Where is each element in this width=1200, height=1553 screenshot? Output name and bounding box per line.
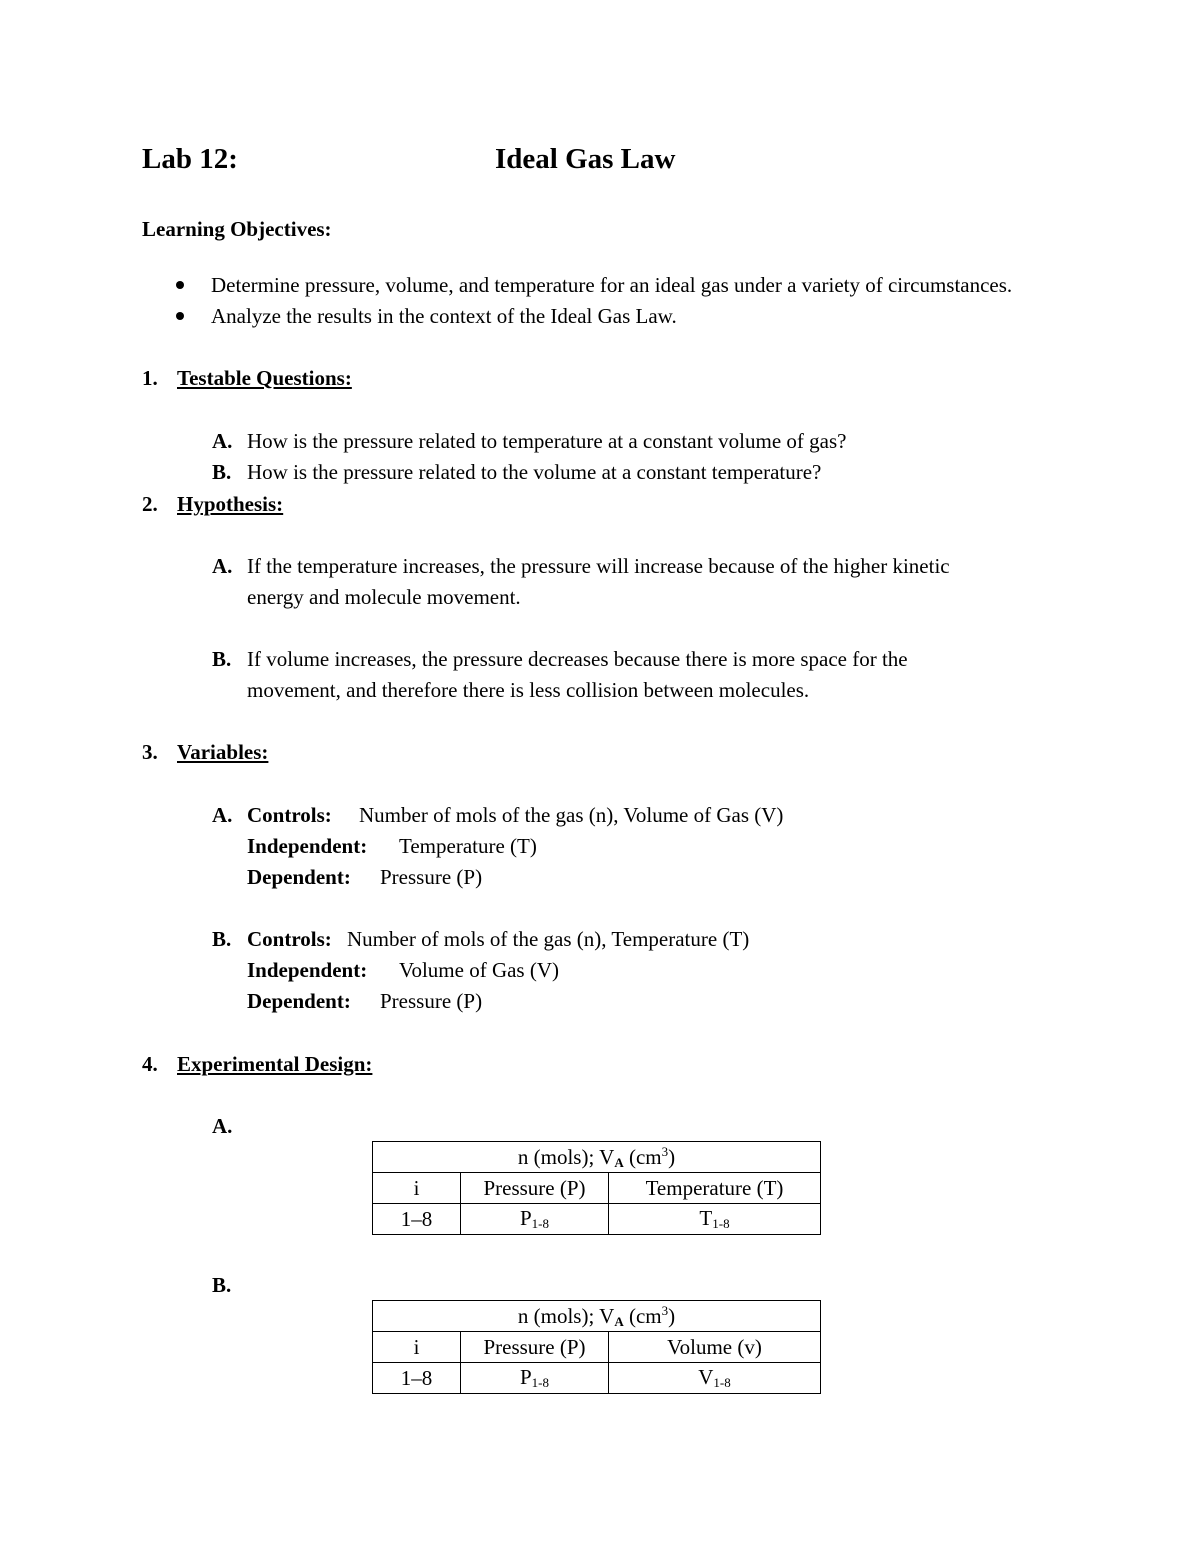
table-cell: $V_{1-8}$ [609,1363,821,1394]
design-table-a [372,1141,821,1235]
objective-item: Determine pressure, volume, and temperature for an ideal gas under a variety of circumstances. [211,273,1013,297]
section-number: 4. [142,1052,158,1076]
item-letter: A. [212,803,233,827]
table-row [373,1204,821,1235]
question-text: How is the pressure related to the volume at a constant temperature? [247,460,822,484]
column-header: Pressure (P) [461,1332,609,1363]
table-cell: 1–8 [373,1363,461,1394]
controls-value: Number of mols of the gas (n), Volume of Gas (V) [359,803,784,827]
item-letter: A. [212,554,233,578]
item-letter: B. [212,1273,232,1297]
dependent-label: Dependent: [247,865,351,889]
column-header: Volume (v) [609,1332,821,1363]
table-cell: 1–8 [373,1204,461,1235]
independent-value: Volume of Gas (V) [399,958,560,982]
design-table-b [372,1300,821,1394]
table-title-cell: n (mols); $V_A$ $(cm^3)$ [373,1142,821,1173]
dependent-value: Pressure (P) [380,865,483,889]
independent-value: Temperature (T) [399,834,537,858]
controls-label: Controls: [247,803,332,827]
item-letter: B. [212,460,232,484]
independent-label: Independent: [247,834,368,858]
column-header: i [373,1332,461,1363]
table-cell: $T_{1-8}$ [609,1204,821,1235]
section-number: 3. [142,740,158,764]
hypothesis-heading: Hypothesis: [177,492,284,516]
item-letter: A. [212,429,233,453]
experimental-design-heading: Experimental Design: [177,1052,373,1076]
table-title-cell: n (mols); $V_A$ $(cm^3)$ [373,1301,821,1332]
table-column-row [373,1332,821,1363]
hypothesis-text: If the temperature increases, the pressure will increase because of the higher kinetic [247,554,950,578]
objective-item: Analyze the results in the context of the Ideal Gas Law. [211,304,677,328]
item-letter: B. [212,927,232,951]
bullet-icon [176,312,184,320]
item-letter: B. [212,647,232,671]
controls-label: Controls: [247,927,332,951]
lab-number: Lab 12: [142,143,238,175]
table-column-row [373,1173,821,1204]
section-number: 2. [142,492,158,516]
column-header: Pressure (P) [461,1173,609,1204]
controls-value: Number of mols of the gas (n), Temperature (T) [347,927,750,951]
testable-questions-heading: Testable Questions: [177,366,352,390]
dependent-label: Dependent: [247,989,351,1013]
column-header: i [373,1173,461,1204]
hypothesis-text: If volume increases, the pressure decreases because there is more space for the [247,647,908,671]
page-title: Ideal Gas Law [495,143,676,175]
question-text: How is the pressure related to temperature at a constant volume of gas? [247,429,847,453]
table-header-row [373,1142,821,1173]
item-letter: A. [212,1114,233,1138]
table-cell: $P_{1-8}$ [461,1204,609,1235]
table-header-row [373,1301,821,1332]
section-number: 1. [142,366,158,390]
independent-label: Independent: [247,958,368,982]
dependent-value: Pressure (P) [380,989,483,1013]
hypothesis-text: movement, and therefore there is less collision between molecules. [247,678,810,702]
variables-heading: Variables: [177,740,269,764]
table-row [373,1363,821,1394]
hypothesis-text: energy and molecule movement. [247,585,521,609]
bullet-icon [176,281,184,289]
objectives-heading: Learning Objectives: [142,217,332,241]
column-header: Temperature (T) [609,1173,821,1204]
table-cell: $P_{1-8}$ [461,1363,609,1394]
